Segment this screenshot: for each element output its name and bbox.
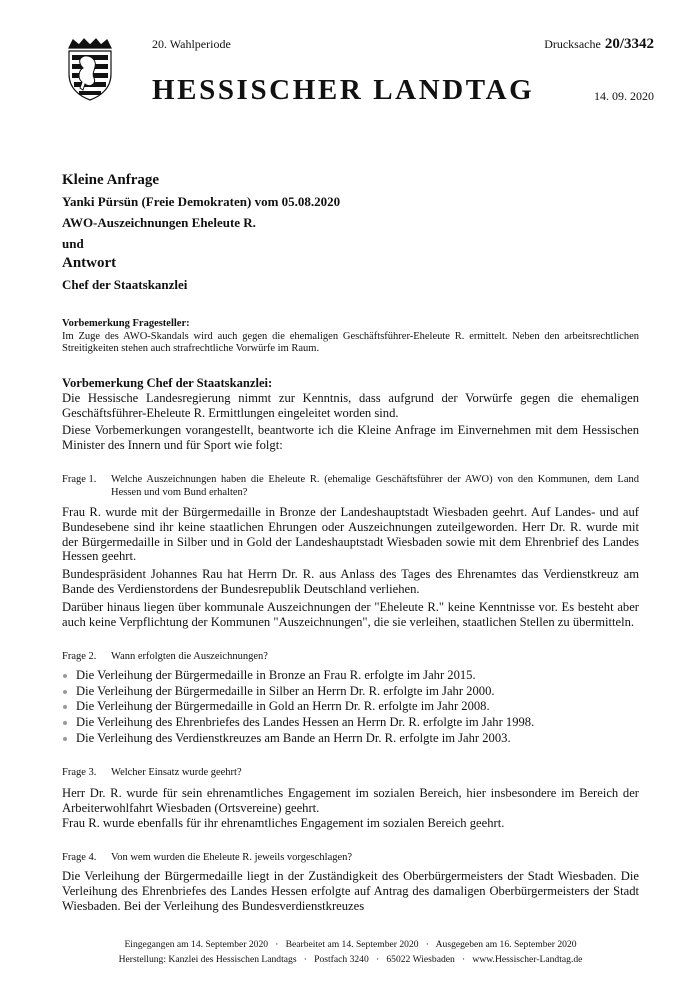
frage-2-answer-list <box>62 668 639 747</box>
frage-2 <box>62 651 639 664</box>
drucksache-label: Drucksache <box>544 37 601 51</box>
landtag-title: HESSISCHER LANDTAG <box>152 74 535 106</box>
list-item: Die Verleihung der Bürgermedaille in Silber an Herrn Dr. R. erfolgte im Jahr 2000. <box>62 684 639 700</box>
frage-2-label: Frage 2. <box>62 651 97 662</box>
document-date: 14. 09. 2020 <box>594 89 654 103</box>
frage-3-answer <box>62 786 639 830</box>
list-item: Die Verleihung des Ehrenbriefes des Landes Hessen an Herrn Dr. R. erfolgte im Jahr 1998. <box>62 715 639 731</box>
vorbemerkung-fragesteller <box>62 318 639 356</box>
frage-1 <box>62 474 639 499</box>
subject-line: AWO-Auszeichnungen Eheleute R. <box>62 215 256 230</box>
frage-4-label: Frage 4. <box>62 852 97 863</box>
footer-dates: Eingegangen am 14. September 2020 · Bearbeitet am 14. September 2020 · Ausgegeben am 16. September 2020 <box>124 939 577 950</box>
frage-4-question: Von wem wurden die Eheleute R. jeweils vorgeschlagen? <box>111 852 353 863</box>
list-item: Die Verleihung der Bürgermedaille in Gold an Herrn Dr. R. erfolgte im Jahr 2008. <box>62 699 639 715</box>
und-line: und <box>62 236 84 251</box>
kleine-anfrage-heading: Kleine Anfrage <box>62 172 160 188</box>
drucksache <box>544 36 654 53</box>
frage-3-answer-p1: Herr Dr. R. wurde für sein ehrenamtliches Engagement im sozialen Bereich, hier insbesondere im Bereich der Arbeiterwohlfahrt Wiesbaden (Ortsvereine) geehrt. <box>62 786 639 815</box>
wahlperiode: 20. Wahlperiode <box>152 37 231 51</box>
frage-1-answer-p2: Bundespräsident Johannes Rau hat Herrn Dr. R. aus Anlass des Tages des Ehrenamtes das Verdienstkreuz am Bande des Verdienstordens der Bundesrepublik Deutschland verliehen. <box>62 567 639 596</box>
footer-publisher: Herstellung: Kanzlei des Hessischen Landtags · Postfach 3240 · 65022 Wiesbaden · www.Hessischer-Landtag.de <box>118 954 583 965</box>
frage-3-question: Welcher Einsatz wurde geehrt? <box>111 767 242 778</box>
vorbemerkung-chef-text: Die Hessische Landesregierung nimmt zur Kenntnis, dass aufgrund der Vorwürfe gegen die ehemaligen Geschäftsführer-Eheleute R. Ermittlungen eingeleitet worden sind. <box>62 390 639 420</box>
frage-3-label: Frage 3. <box>62 767 97 778</box>
footer <box>62 937 639 967</box>
responder-line: Chef der Staatskanzlei <box>62 277 188 292</box>
antwort-heading: Antwort <box>62 255 117 271</box>
vorbemerkung-fragesteller-text: Im Zuge des AWO-Skandals wird auch gegen die ehemaligen Geschäftsführer-Eheleute R. ermittelt. Neben den arbeitsrechtlichen Streitigkeiten stehen auch strafrechtliche Vorwürfe im Raum. <box>62 330 639 354</box>
frage-4-answer: Die Verleihung der Bürgermedaille liegt in der Zuständigkeit des Oberbürgermeisters der Stadt Wiesbaden. Die Verleihung des Ehrenbriefes des Landes Hessen erfolgte auf Antrag des damaligen Oberbürgermeisters der Stadt Wiesbaden. Bei der Verleihung des Bundesverdienstkreuzes <box>62 869 639 913</box>
frage-1-answer-p1: Frau R. wurde mit der Bürgermedaille in Bronze der Landeshauptstadt Wiesbaden geehrt. Auf Landes- und auf Bundesebene sind ihr keine staatlichen Ehrungen oder Auszeichnungen zuteilgeworden. Herr Dr. R. wurde mit der Bürgermedaille in Silber und in Gold der Landeshauptstadt Wiesbaden sowie mit dem Ehrenbrief des Landes Hessen geehrt. <box>62 505 639 564</box>
list-item: Die Verleihung der Bürgermedaille in Bronze an Frau R. erfolgte im Jahr 2015. <box>62 668 639 684</box>
frage-3 <box>62 767 639 780</box>
vorbemerkung-fragesteller-heading: Vorbemerkung Fragesteller: <box>62 318 190 329</box>
vorbemerkung-chef-heading: Vorbemerkung Chef der Staatskanzlei: <box>62 376 273 390</box>
list-item: Die Verleihung des Verdienstkreuzes am Bande an Herrn Dr. R. erfolgte im Jahr 2003. <box>62 731 639 747</box>
frage-4 <box>62 852 639 865</box>
author-line: Yanki Pürsün (Freie Demokraten) vom 05.08.2020 <box>62 194 341 209</box>
frage-2-question: Wann erfolgten die Auszeichnungen? <box>111 651 268 662</box>
frage-1-answer-p3: Darüber hinaus liegen über kommunale Auszeichnungen der "Eheleute R." keine Kenntnisse vor. Es besteht aber auch keine Verpflichtung der Kommunen "Auszeichnungen", die sie verleihen, staatlichen Stellen zu übermitteln. <box>62 599 639 629</box>
frage-1-question: Welche Auszeichnungen haben die Eheleute R. (ehemalige Geschäftsführer der AWO) von den Kommunen, dem Land Hessen und vom Bund erhalten? <box>111 474 639 498</box>
drucksache-number: 20/3342 <box>604 36 654 52</box>
vorbemerkung-chef-text2: Diese Vorbemerkungen vorangestellt, beantworte ich die Kleine Anfrage im Einvernehmen mit dem Hessischen Minister des Innern und für Sport wie folgt: <box>62 423 639 452</box>
vorbemerkung-chef <box>62 376 639 420</box>
frage-3-answer-p2: Frau R. wurde ebenfalls für ihr ehrenamtliches Engagement im sozialen Bereich geehrt. <box>62 815 505 830</box>
frage-1-answer <box>62 505 639 632</box>
hessen-coat-of-arms-icon <box>63 38 117 102</box>
title-block <box>62 172 652 293</box>
frage-1-label: Frage 1. <box>62 474 97 485</box>
